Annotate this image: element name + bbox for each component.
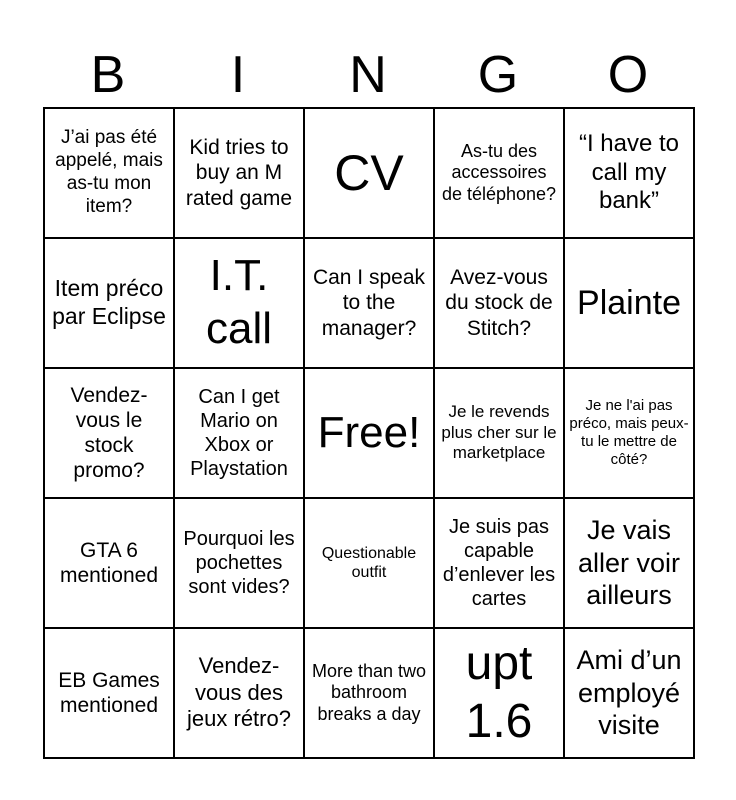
grid-row <box>44 498 694 628</box>
bingo-cell[interactable]: Je vais aller voir ailleurs <box>564 498 694 628</box>
bingo-cell[interactable]: Pourquoi les pochettes sont vides? <box>174 498 304 628</box>
bingo-cell[interactable]: Can I get Mario on Xbox or Playstation <box>174 368 304 498</box>
bingo-cell[interactable]: CV <box>304 108 434 238</box>
bingo-cell[interactable]: Je ne l'ai pas préco, mais peux-tu le mettre de côté? <box>564 368 694 498</box>
header-letter-i: I <box>230 46 246 104</box>
bingo-cell[interactable]: Can I speak to the manager? <box>304 238 434 368</box>
bingo-header <box>43 40 693 110</box>
bingo-cell[interactable]: EB Games mentioned <box>44 628 174 758</box>
bingo-cell[interactable]: GTA 6 mentioned <box>44 498 174 628</box>
grid-row <box>44 368 694 498</box>
bingo-cell[interactable]: Ami d’un employé visite <box>564 628 694 758</box>
bingo-cell[interactable]: Avez-vous du stock de Stitch? <box>434 238 564 368</box>
bingo-cell[interactable]: Questionable outfit <box>304 498 434 628</box>
bingo-cell[interactable]: Vendez-vous des jeux rétro? <box>174 628 304 758</box>
bingo-cell[interactable]: I.T. call <box>174 238 304 368</box>
header-letter-o: O <box>607 46 649 104</box>
bingo-cell[interactable]: As-tu des accessoires de téléphone? <box>434 108 564 238</box>
bingo-cell[interactable]: Je suis pas capable d’enlever les cartes <box>434 498 564 628</box>
header-letter-b: B <box>90 46 126 104</box>
bingo-cell[interactable]: Vendez-vous le stock promo? <box>44 368 174 498</box>
grid-row <box>44 238 694 368</box>
bingo-grid <box>43 107 695 759</box>
bingo-cell[interactable]: J’ai pas été appelé, mais as-tu mon item? <box>44 108 174 238</box>
header-letter-g: G <box>477 46 519 104</box>
bingo-cell[interactable]: Kid tries to buy an M rated game <box>174 108 304 238</box>
bingo-cell free-space[interactable]: Free! <box>304 368 434 498</box>
bingo-cell[interactable]: upt 1.6 <box>434 628 564 758</box>
bingo-cell[interactable]: More than two bathroom breaks a day <box>304 628 434 758</box>
grid-row <box>44 108 694 238</box>
bingo-cell[interactable]: Je le revends plus cher sur le marketplace <box>434 368 564 498</box>
bingo-cell[interactable]: Plainte <box>564 238 694 368</box>
header-letter-n: N <box>349 46 387 104</box>
bingo-cell[interactable]: Item préco par Eclipse <box>44 238 174 368</box>
bingo-cell[interactable]: “I have to call my bank” <box>564 108 694 238</box>
grid-row <box>44 628 694 758</box>
